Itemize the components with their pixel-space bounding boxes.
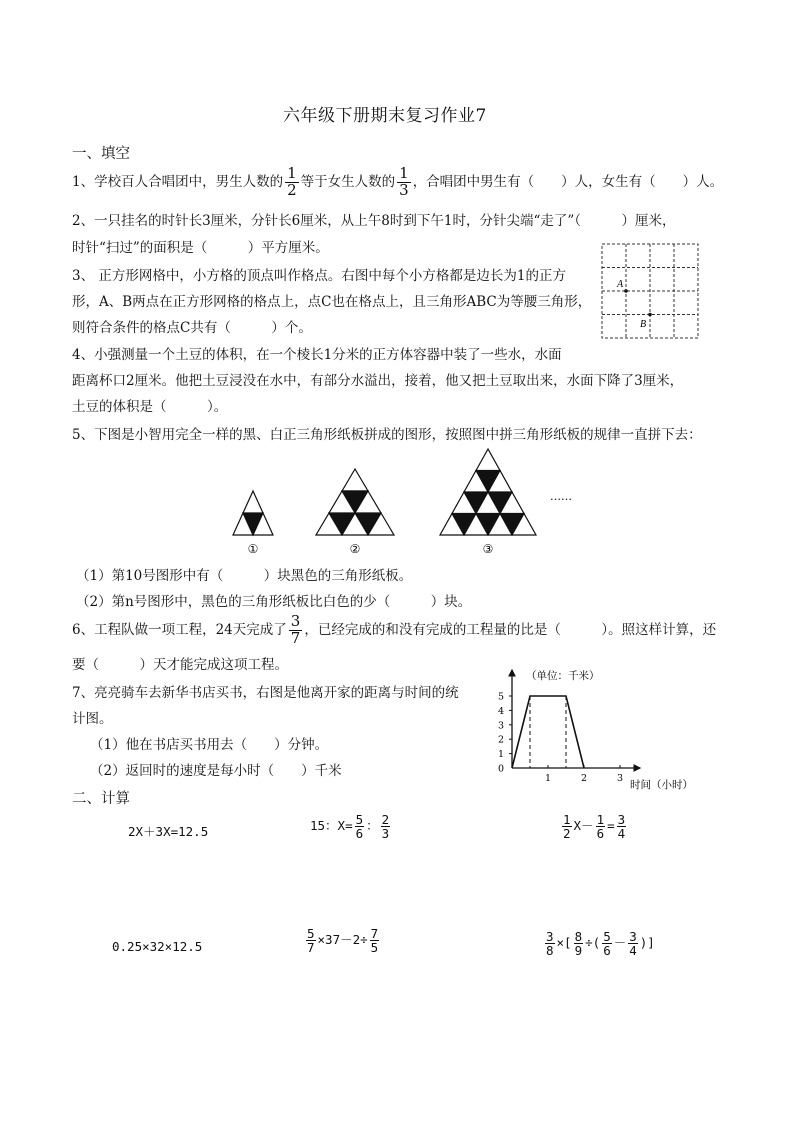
fraction: $\frac{3}{7}$ [290,612,301,647]
fraction: $\frac{1}{2}$ [287,164,297,199]
q1-text-c: ，合唱团中男生有（ ）人，女生有（ ）人。 [412,173,724,190]
q6-text-b: ，已经完成的和没有完成的工程量的比是（ ）。照这样计算，还 [304,621,717,638]
question-5-line-1: 5、下图是小智用完全一样的黑、白正三角形纸板拼成的图形，按照图中拼三角形纸板的规律一直拼下去： [72,427,702,443]
section-heading-fill-blank: 一、填空 [72,146,130,162]
figure-label-2: ② [349,542,361,556]
question-5-sub-1: （1）第10号图形中有（ ）块黑色的三角形纸板。 [76,568,413,584]
question-6-line-2: 要（ ）天才能完成这项工程。 [72,657,288,673]
ellipsis: …… [550,490,572,503]
question-4-line-2: 距离杯口2厘米。他把土豆浸没在水中，有部分水溢出，接着，他又把土豆取出来，水面下降了3厘米， [72,373,684,389]
x-axis-label: 时间（小时） [630,779,693,791]
x-tick-label: 3 [617,773,624,784]
y-axis-unit-label: （单位：千米） [526,670,600,682]
series-line-distance [512,696,584,768]
figure-label-1: ① [247,542,259,556]
question-3-line-3: 则符合条件的格点C共有（ ）个。 [72,320,312,336]
question-6-line-1 [72,614,716,647]
y-tick-label: 4 [498,705,505,717]
grid-point-a [624,289,628,293]
triangle-figure-3 [440,449,536,535]
y-tick-label: 2 [498,734,505,746]
q1-text-a: 1、学校百人合唱团中，男生人数的 [72,173,284,190]
equation-3: $\frac{1}{2}$ X－ $\frac{1}{6}$ = $\frac{3}{4}$ [563,812,626,842]
q1-text-b: 等于女生人数的 [300,173,396,190]
point-a-label: A [617,279,624,290]
question-5-sub-2: （2）第n号图形中，黑色的三角形纸板比白色的少（ ）块。 [76,594,472,610]
y-tick-label: 1 [498,749,505,761]
expression-6: $\frac{3}{8}$ ×[ $\frac{8}{9}$ ÷( $\frac{5}{6}$ － $\frac{3}{4}$ )] [546,929,655,959]
page-title: 六年级下册期末复习作业7 [283,106,487,126]
grid-point-b [648,313,652,317]
question-1 [72,166,723,199]
question-7-sub-2: （2）返回时的速度是每小时（ ）千米 [90,763,342,779]
question-3-line-2: 形，A、B两点在正方形网格的格点上，点C也在格点上，且三角形ABC为等腰三角形， [72,294,592,310]
y-tick-label: 0 [498,763,505,775]
distance-time-chart [490,664,705,794]
question-4-line-3: 土豆的体积是（ ）。 [72,399,228,415]
square-grid-figure [600,242,700,340]
y-tick-label: 3 [498,720,505,732]
expression-5: $\frac{5}{7}$ ×37－2÷ $\frac{7}{5}$ [307,926,379,956]
question-2-line-1: 2、一只挂名的时针长3厘米，分针长6厘米，从上午8时到下午1时，分针尖端“走了”（ ）厘米， [72,213,676,229]
question-2-line-2: 时针“扫过”的面积是（ ）平方厘米。 [72,240,329,256]
section-heading-calculate: 二、计算 [72,791,130,807]
equation-2: 15：X= $\frac{5}{6}$ ： $\frac{2}{3}$ [310,812,390,842]
point-b-label: B [640,319,647,330]
question-4-line-1: 4、小强测量一个土豆的体积，在一个棱长1分米的正方体容器中装了一些水，水面 [72,347,562,363]
figure-label-3: ③ [482,542,494,556]
question-3-line-1: 3、 正方形网格中，小方格的顶点叫作格点。右图中每个小方格都是边长为1的正方 [72,268,566,284]
fraction: $\frac{1}{3}$ [399,164,409,199]
q6-text-a: 6、工程队做一项工程，24天完成了 [72,621,287,638]
question-7-sub-1: （1）他在书店买书用去（ ）分钟。 [90,737,329,753]
triangle-figure-2 [316,469,394,535]
question-7-line-1: 7、亮亮骑车去新华书店买书，右图是他离开家的距离与时间的统 [72,685,459,701]
triangle-figure-1 [233,491,273,535]
x-tick-label: 2 [581,773,588,784]
question-7-line-2: 计图。 [72,711,113,727]
triangle-pattern-figures [220,446,590,558]
equation-1: 2X＋3X=12.5 [128,824,209,839]
y-tick-label: 5 [498,691,505,703]
expression-4: 0.25×32×12.5 [112,939,203,954]
x-tick-label: 1 [545,773,552,784]
